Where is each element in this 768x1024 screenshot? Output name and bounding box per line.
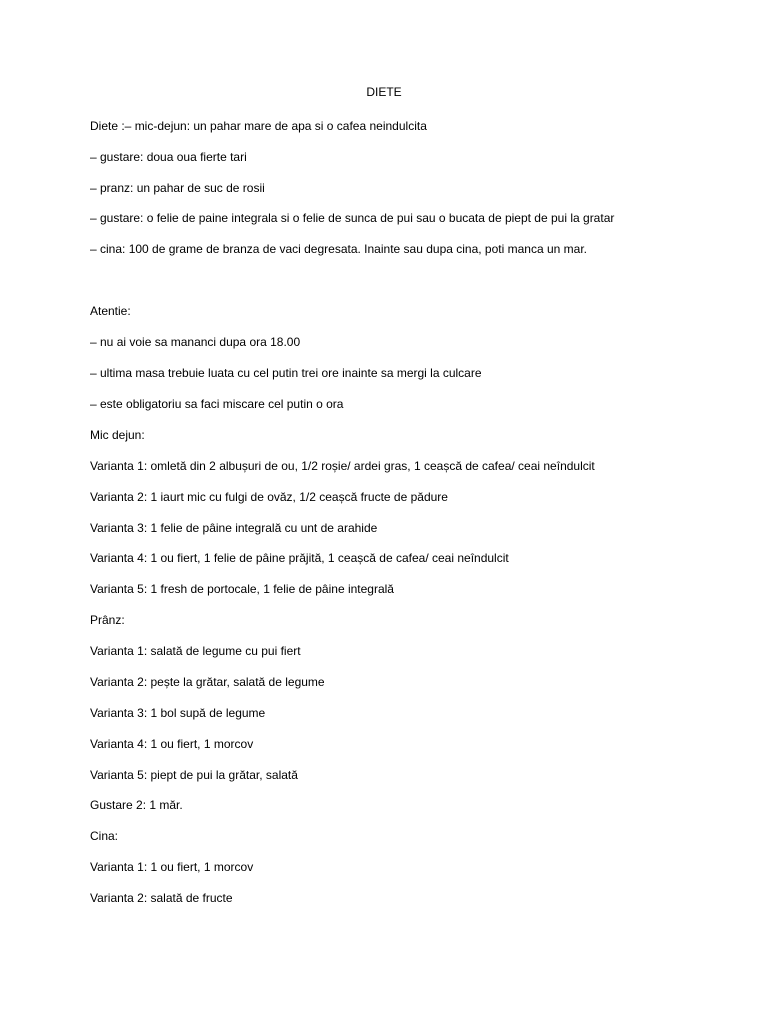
- text-line: – nu ai voie sa mananci dupa ora 18.00: [90, 335, 301, 349]
- text-line: Gustare 2: 1 măr.: [90, 798, 183, 812]
- section-heading: Atentie:: [90, 304, 131, 318]
- text-line: – gustare: o felie de paine integrala si o felie de sunca de pui sau o bucata de piept de pui la gratar: [90, 211, 615, 225]
- text-line: Varianta 5: piept de pui la grătar, salată: [90, 768, 298, 782]
- text-line: Varianta 3: 1 bol supă de legume: [90, 706, 266, 720]
- section-heading: Cina:: [90, 829, 119, 843]
- text-line: Varianta 1: omletă din 2 albușuri de ou, 1/2 roșie/ ardei gras, 1 ceașcă de cafea/ ceai neîndulcit: [90, 459, 595, 473]
- section-heading: Prânz:: [90, 613, 125, 627]
- text-line: Varianta 5: 1 fresh de portocale, 1 felie de pâine integrală: [90, 582, 394, 596]
- text-line: Varianta 3: 1 felie de pâine integrală cu unt de arahide: [90, 521, 378, 535]
- text-line: – gustare: doua oua fierte tari: [90, 150, 247, 164]
- text-line: Diete :– mic-dejun: un pahar mare de apa si o cafea neindulcita: [90, 119, 427, 133]
- text-line: – pranz: un pahar de suc de rosii: [90, 181, 265, 195]
- text-line: – ultima masa trebuie luata cu cel putin trei ore inainte sa mergi la culcare: [90, 366, 482, 380]
- text-line: – cina: 100 de grame de branza de vaci degresata. Inainte sau dupa cina, poti manca un mar.: [90, 242, 587, 256]
- text-line: Varianta 4: 1 ou fiert, 1 morcov: [90, 737, 254, 751]
- text-line: Varianta 2: 1 iaurt mic cu fulgi de ovăz, 1/2 ceașcă fructe de pădure: [90, 490, 448, 504]
- text-line: Varianta 2: pește la grătar, salată de legume: [90, 675, 325, 689]
- text-line: Varianta 1: 1 ou fiert, 1 morcov: [90, 860, 254, 874]
- document-title: DIETE: [366, 85, 402, 99]
- text-line: Varianta 2: salată de fructe: [90, 891, 233, 905]
- text-line: – este obligatoriu sa faci miscare cel putin o ora: [90, 397, 344, 411]
- section-heading: Mic dejun:: [90, 428, 145, 442]
- text-line: Varianta 4: 1 ou fiert, 1 felie de pâine prăjită, 1 ceașcă de cafea/ ceai neîndulcit: [90, 551, 509, 565]
- text-line: Varianta 1: salată de legume cu pui fiert: [90, 644, 301, 658]
